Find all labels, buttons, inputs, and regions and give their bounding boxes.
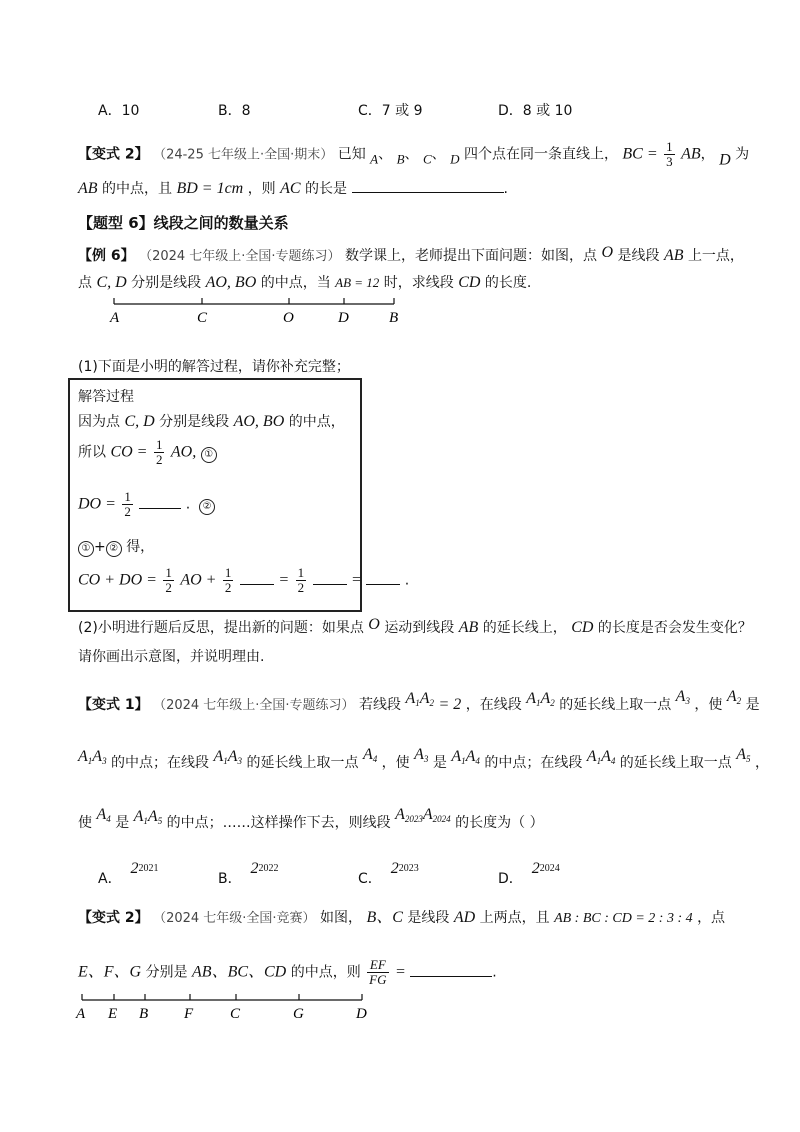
- variant1-option-a[interactable]: A． $2^{2021}$: [98, 860, 159, 887]
- option-d: D．8 或 10: [498, 103, 573, 119]
- solution-line4: ① + ② 得，: [78, 536, 154, 557]
- solution-line5: CO + DO = $\frac{1}{2}$ AO + $\frac{1}{2}$ = $\frac{1}{2}$ = .: [78, 565, 410, 595]
- variant2b-line1: 【变式 2】 （2024 七年级·全国·竞赛） 如图， B、C 是线段 AD 上两点，且 AB : BC : CD = 2 : 3 : 4 ，点: [78, 909, 726, 926]
- label-c: C: [230, 1006, 241, 1022]
- label-d: D: [338, 310, 349, 326]
- variant1-line2: $A_1A_3$ 的中点；在线段 $A_1A_3$ 的延长线上取一点 $A_4$ ，使 $A_3$ 是 $A_1A_4$ 的中点；在线段 $A_1A_4$ 的延长线上取一点 $A_5$ ，: [78, 746, 769, 771]
- variant2a-line2: AB 的中点，且 BD = 1cm ，则 AC 的长是 .: [78, 180, 508, 197]
- label-a: A: [110, 310, 120, 326]
- source-note: （24-25 七年级上·全国·期末）: [153, 147, 334, 163]
- example6-line2: 点 C, D 分别是线段 AO, BO 的中点，当 AB = 12 时，求线段 CD 的长度.: [78, 274, 532, 291]
- variant1-line3: 使 $A_4$ 是 $A_1A_5$ 的中点；……这样操作下去，则线段 $A_{2023}A_{2024}$ 的长度为（ ）: [78, 806, 544, 831]
- fraction-one-third: $\frac{1}{3}$: [666, 139, 673, 169]
- variant1-option-d[interactable]: D． $2^{2024}$: [498, 860, 560, 887]
- variant1-option-c[interactable]: C． $2^{2023}$: [358, 860, 419, 887]
- question-2-line2: 请你画出示意图，并说明理由.: [78, 649, 265, 665]
- question-2-line1: (2)小明进行题后反思，提出新的问题：如果点 O 运动到线段 AB 的延长线上， CD 的长度是否会发生变化？: [78, 616, 752, 636]
- label-b: B: [139, 1006, 149, 1022]
- variant2b-line2: E、F、G 分别是 AB、BC、CD 的中点，则 $\frac{EF}{FG}$ = .: [78, 957, 497, 987]
- label-o: O: [283, 310, 294, 326]
- blank-1[interactable]: [240, 584, 274, 585]
- section-heading: 【题型 6】线段之间的数量关系: [78, 214, 289, 232]
- variant1-option-b[interactable]: B． $2^{2022}$: [218, 860, 279, 887]
- answer-blank[interactable]: [352, 192, 504, 193]
- label-d: D: [356, 1006, 367, 1022]
- segment-figure-aebfcgd: [70, 990, 390, 1026]
- question-1: (1)下面是小明的解答过程，请你补充完整；: [78, 359, 350, 375]
- label-g: G: [293, 1006, 304, 1022]
- example6-line1: 【例 6】 （2024 七年级上·全国·专题练习） 数学课上，老师提出下面问题：如图，点 O 是线段 AB 上一点，: [78, 244, 744, 264]
- solution-title: 解答过程: [78, 389, 134, 405]
- segment-figure-aocdb: [100, 292, 420, 328]
- variant2a-line1: 【变式 2】 （24-25 七年级上·全国·期末） 已知 A、 B、 C、 D 四个点在同一条直线上， BC = $\frac{1}{3}$ AB， D 为: [78, 139, 750, 169]
- option-c: C．7 或 9: [358, 103, 423, 119]
- mark-2: ②: [199, 499, 215, 515]
- blank-do[interactable]: [139, 508, 181, 509]
- blank-3[interactable]: [366, 584, 400, 585]
- option-a: A．10: [98, 103, 140, 119]
- variant1-line1: 【变式 1】 （2024 七年级上·全国·专题练习） 若线段 $A_1A_2 = 2$ ，在线段 $A_1A_2$ 的延长线上取一点 $A_3$ ，使 $A_2$ 是: [78, 688, 760, 713]
- label-f: F: [184, 1006, 194, 1022]
- option-b: B．8: [218, 103, 251, 119]
- blank-2[interactable]: [313, 584, 347, 585]
- solution-line1: 因为点 C, D 分别是线段 AO, BO 的中点，: [78, 413, 345, 430]
- label-b: B: [389, 310, 399, 326]
- mark-1: ①: [201, 447, 217, 463]
- variant-tag: 【变式 2】: [78, 146, 149, 163]
- solution-line2: 所以 CO = $\frac{1}{2}$ AO, ①: [78, 438, 217, 467]
- label-a: A: [76, 1006, 86, 1022]
- solution-line3: DO = $\frac{1}{2}$ . ②: [78, 490, 215, 519]
- label-e: E: [108, 1006, 118, 1022]
- answer-blank-ratio[interactable]: [410, 976, 492, 977]
- label-c: C: [197, 310, 208, 326]
